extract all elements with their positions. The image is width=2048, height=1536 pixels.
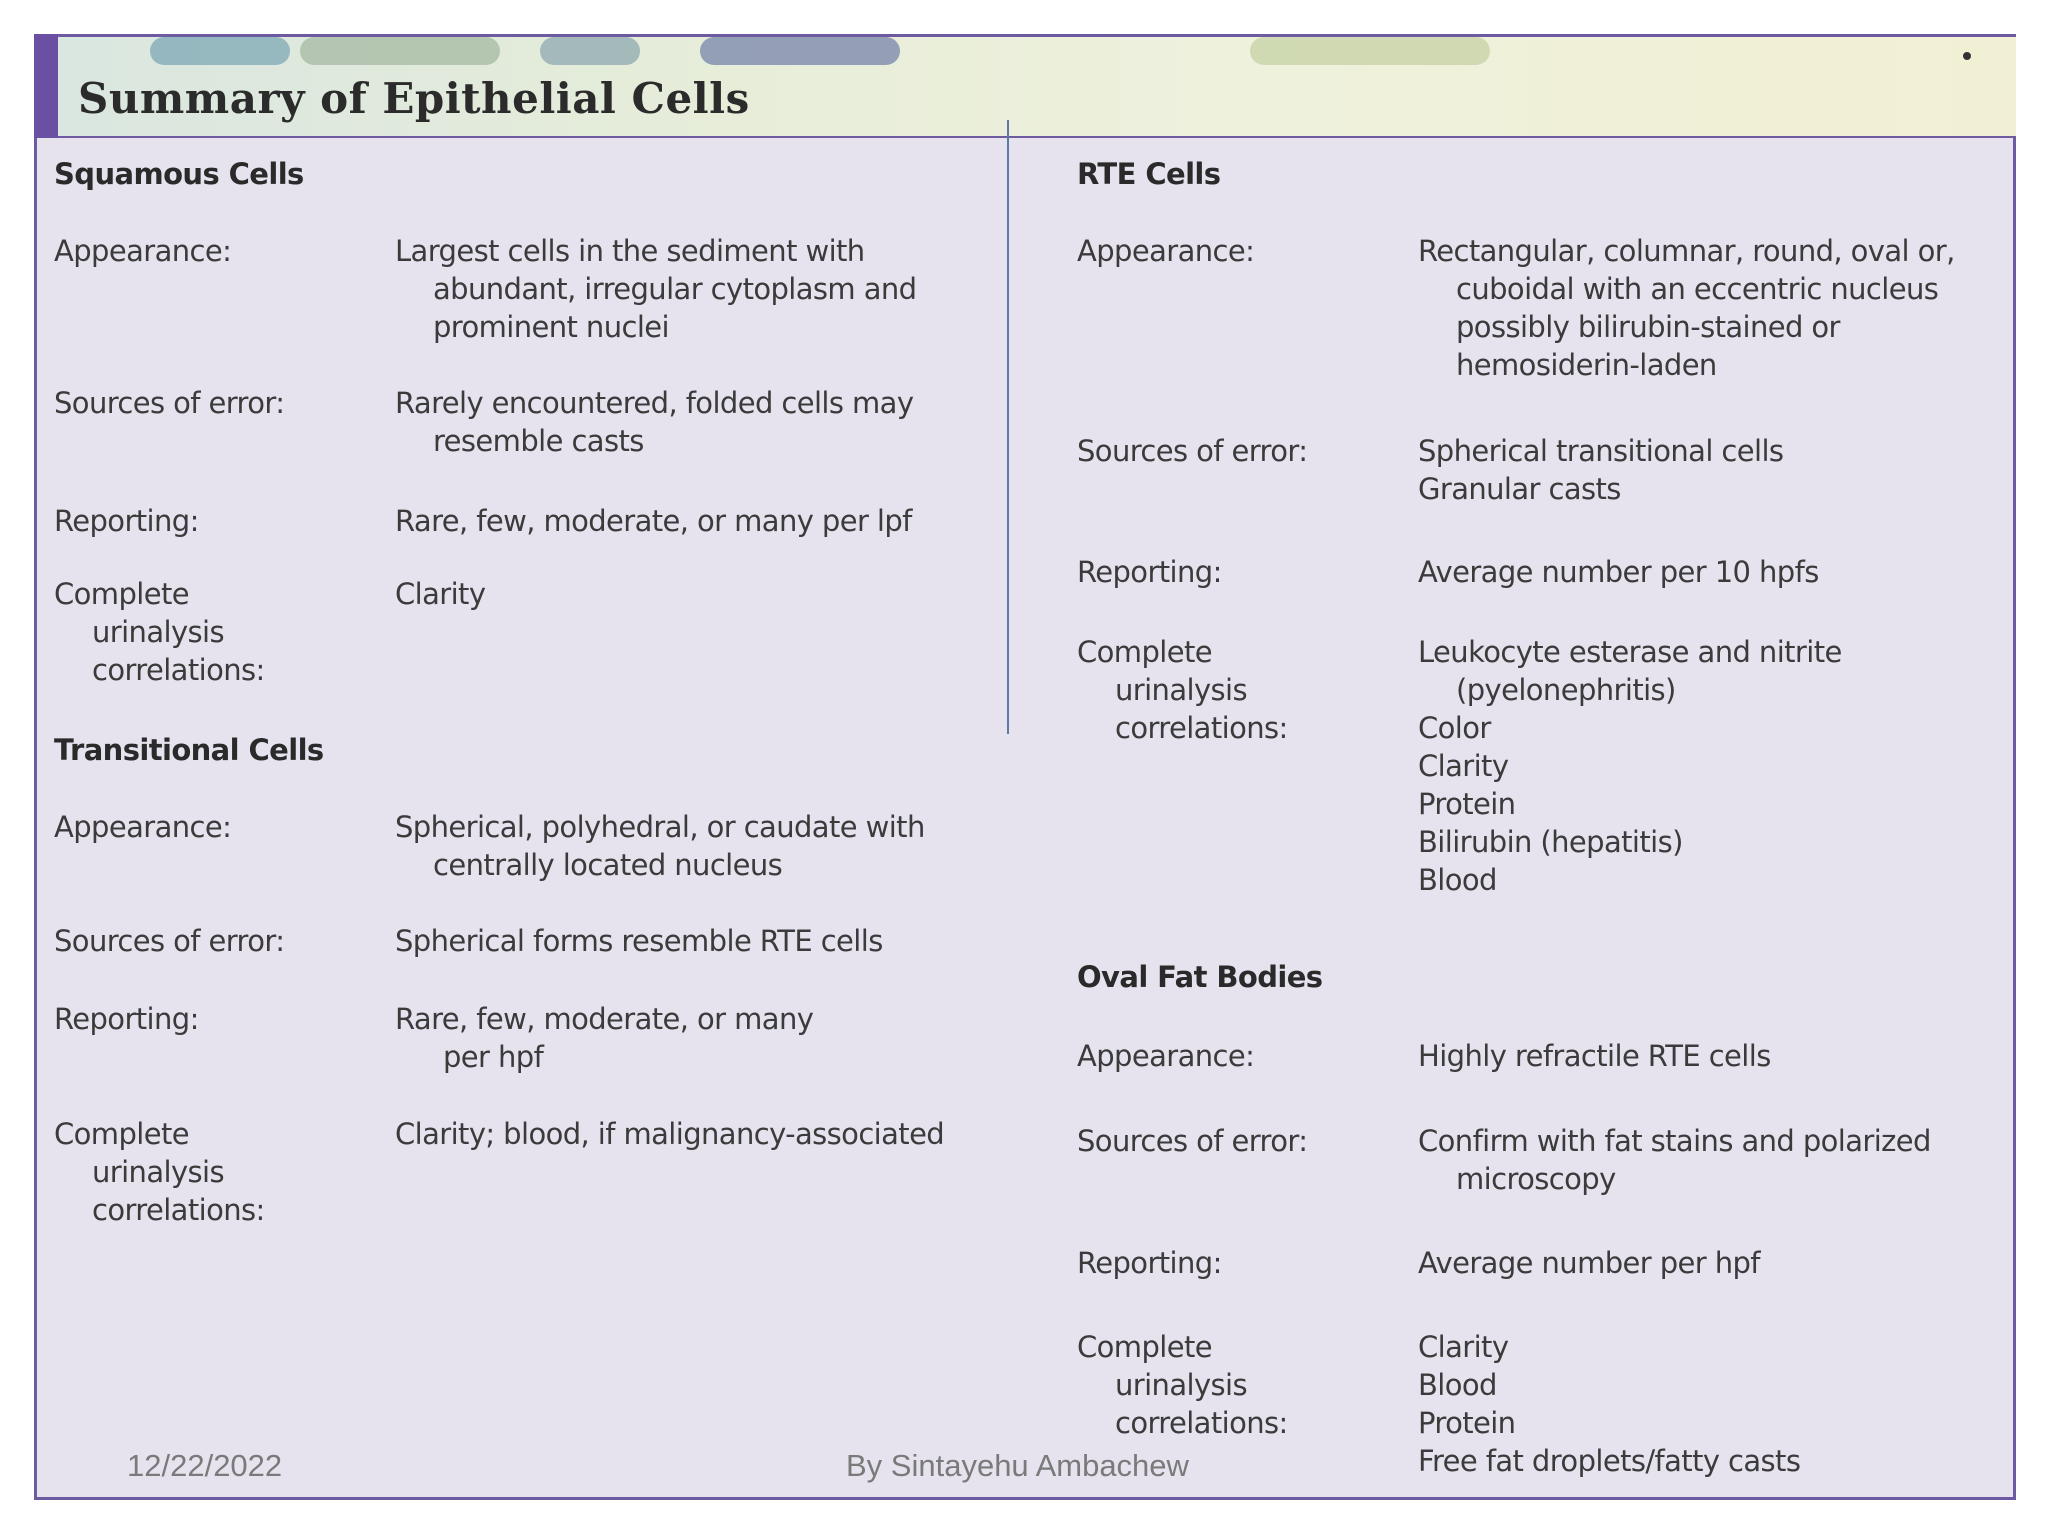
- section-heading-oval-fat-bodies: Oval Fat Bodies: [1077, 960, 1323, 994]
- label-appearance: Appearance:: [1077, 234, 1255, 268]
- label-reporting: Reporting:: [54, 504, 199, 538]
- banner-decoration: [700, 37, 900, 65]
- label-reporting: Reporting:: [1077, 1246, 1222, 1280]
- banner-decoration: [540, 37, 640, 65]
- label-appearance: Appearance:: [54, 810, 232, 844]
- banner-decoration: [1250, 37, 1490, 65]
- label-sources-of-error: Sources of error:: [1077, 1124, 1308, 1158]
- footer-date: 12/22/2022: [127, 1448, 283, 1483]
- label-sources-of-error: Sources of error:: [1077, 434, 1308, 468]
- value-correlations: Clarity Blood Protein Free fat droplets/fatty casts: [1418, 1330, 1801, 1478]
- label-correlations: Complete urinalysis correlations:: [1077, 635, 1288, 745]
- label-appearance: Appearance:: [1077, 1039, 1255, 1073]
- banner-decoration: [150, 37, 290, 65]
- label-sources-of-error: Sources of error:: [54, 924, 285, 958]
- value-appearance: Rectangular, columnar, round, oval or, cuboidal with an eccentric nucleus possibly bilirubin-stained or hemosiderin-laden: [1418, 234, 1955, 382]
- label-reporting: Reporting:: [1077, 555, 1222, 589]
- banner-accent-bar: [34, 34, 58, 138]
- banner-decoration: [300, 37, 500, 65]
- value-appearance: Largest cells in the sediment with abundant, irregular cytoplasm and prominent nuclei: [395, 234, 917, 344]
- label-correlations: Complete urinalysis correlations:: [54, 577, 265, 687]
- label-correlations: Complete urinalysis correlations:: [1077, 1330, 1288, 1440]
- value-correlations: Clarity; blood, if malignancy-associated: [395, 1117, 945, 1151]
- page-title: Summary of Epithelial Cells: [78, 74, 750, 123]
- value-reporting: Rare, few, moderate, or many per hpf: [395, 1002, 814, 1074]
- column-divider: [1007, 120, 1009, 734]
- value-sources-of-error: Spherical transitional cells Granular casts: [1418, 434, 1784, 506]
- value-reporting: Average number per hpf: [1418, 1246, 1760, 1280]
- value-reporting: Rare, few, moderate, or many per lpf: [395, 504, 912, 538]
- value-appearance: Highly refractile RTE cells: [1418, 1039, 1771, 1073]
- value-appearance: Spherical, polyhedral, or caudate with centrally located nucleus: [395, 810, 925, 882]
- value-correlations: Leukocyte esterase and nitrite (pyelonephritis) Color Clarity Protein Bilirubin (hepatitis) Blood: [1418, 635, 1842, 897]
- banner-dot: [1963, 52, 1971, 60]
- label-reporting: Reporting:: [54, 1002, 199, 1036]
- section-heading-rte: RTE Cells: [1077, 157, 1221, 191]
- label-correlations: Complete urinalysis correlations:: [54, 1117, 265, 1227]
- value-correlations: Clarity: [395, 577, 486, 611]
- section-heading-transitional: Transitional Cells: [54, 733, 324, 767]
- value-sources-of-error: Confirm with fat stains and polarized microscopy: [1418, 1124, 1931, 1196]
- label-appearance: Appearance:: [54, 234, 232, 268]
- label-sources-of-error: Sources of error:: [54, 386, 285, 420]
- value-reporting: Average number per 10 hpfs: [1418, 555, 1819, 589]
- section-heading-squamous: Squamous Cells: [54, 157, 304, 191]
- footer-author: By Sintayehu Ambachew: [846, 1448, 1189, 1483]
- value-sources-of-error: Rarely encountered, folded cells may resemble casts: [395, 386, 914, 458]
- value-sources-of-error: Spherical forms resemble RTE cells: [395, 924, 883, 958]
